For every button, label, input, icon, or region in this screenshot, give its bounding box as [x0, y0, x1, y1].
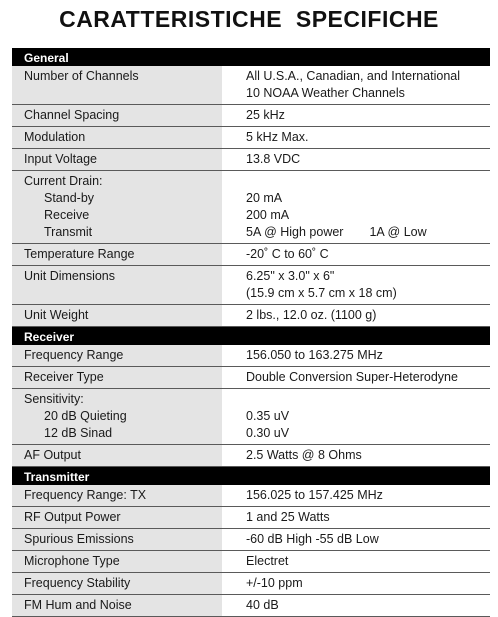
section-header: Receiver	[12, 327, 490, 345]
spec-label-text: FM Hum and Noise	[24, 598, 132, 612]
spec-table	[12, 48, 490, 617]
spec-value-text: Double Conversion Super-Heterodyne	[246, 370, 458, 384]
spec-value-text: All U.S.A., Canadian, and International	[246, 69, 461, 83]
table-row	[12, 305, 490, 327]
spec-value-text: 156.050 to 163.275 MHz	[246, 348, 383, 362]
spec-value-text: -20˚ C to 60˚ C	[246, 247, 329, 261]
spec-value-text	[246, 173, 490, 190]
spec-label-text: Current Drain:	[24, 174, 103, 188]
spec-value	[222, 485, 490, 506]
spec-label	[12, 171, 222, 243]
spec-value	[222, 105, 490, 126]
table-row	[12, 149, 490, 171]
spec-label-text: Input Voltage	[24, 152, 97, 166]
spec-label	[12, 305, 222, 326]
spec-value-text: 25 kHz	[246, 108, 285, 122]
spec-label-text: Receiver Type	[24, 370, 104, 384]
spec-label	[12, 266, 222, 304]
spec-label	[12, 551, 222, 572]
section-general	[12, 48, 490, 327]
spec-label-text: 12 dB Sinad	[44, 426, 113, 440]
spec-label-text: Modulation	[24, 130, 86, 144]
spec-label	[12, 367, 222, 388]
table-row	[12, 485, 490, 507]
spec-value-text: Electret	[246, 554, 289, 568]
spec-value	[222, 171, 490, 243]
table-row	[12, 105, 490, 127]
spec-value	[222, 507, 490, 528]
spec-label-text: Frequency Stability	[24, 576, 131, 590]
spec-value-text: 5 kHz Max.	[246, 130, 309, 144]
spec-value-text: 10 NOAA Weather Channels	[246, 86, 405, 100]
spec-value-text: 40 dB	[246, 598, 279, 612]
table-row	[12, 595, 490, 617]
spec-label-text: Sensitivity:	[24, 392, 84, 406]
spec-value-text: 13.8 VDC	[246, 152, 301, 166]
table-row	[12, 66, 490, 105]
spec-label	[12, 573, 222, 594]
spec-label	[12, 244, 222, 265]
section-header: General	[12, 48, 490, 66]
table-row	[12, 171, 490, 244]
spec-label-text: Receive	[44, 208, 90, 222]
spec-value-text: -60 dB High -55 dB Low	[246, 532, 379, 546]
spec-value-text: 0.35 uV	[246, 409, 290, 423]
spec-label	[12, 389, 222, 444]
spec-value-text: +/-10 ppm	[246, 576, 303, 590]
spec-label-text: RF Output Power	[24, 510, 121, 524]
spec-label-text: Microphone Type	[24, 554, 120, 568]
table-row	[12, 345, 490, 367]
spec-label-text: 20 dB Quieting	[44, 409, 127, 423]
table-row	[12, 367, 490, 389]
table-row	[12, 445, 490, 467]
spec-value-text: 156.025 to 157.425 MHz	[246, 488, 383, 502]
spec-value	[222, 367, 490, 388]
spec-value-text: (15.9 cm x 5.7 cm x 18 cm)	[246, 286, 397, 300]
table-row	[12, 244, 490, 266]
spec-label	[12, 345, 222, 366]
spec-value-text: 200 mA	[246, 208, 290, 222]
spec-value	[222, 305, 490, 326]
spec-label	[12, 149, 222, 170]
spec-value-text: 1 and 25 Watts	[246, 510, 330, 524]
spec-value	[222, 573, 490, 594]
spec-label	[12, 127, 222, 148]
spec-label	[12, 485, 222, 506]
spec-label	[12, 105, 222, 126]
table-row	[12, 551, 490, 573]
spec-value-text: 20 mA	[246, 191, 283, 205]
spec-value	[222, 149, 490, 170]
spec-label-text: Frequency Range	[24, 348, 124, 362]
spec-label	[12, 529, 222, 550]
spec-label-text: Number of Channels	[24, 69, 139, 83]
spec-label	[12, 445, 222, 466]
spec-label-text: Stand-by	[44, 191, 95, 205]
spec-label	[12, 595, 222, 616]
spec-value	[222, 266, 490, 304]
table-row	[12, 266, 490, 305]
spec-value-text: 1A @ Low	[369, 225, 427, 239]
spec-value-text: 2 lbs., 12.0 oz. (1100 g)	[246, 308, 377, 322]
section-header: Transmitter	[12, 467, 490, 485]
spec-value	[222, 389, 490, 444]
table-row	[12, 529, 490, 551]
page-title: CARATTERISTICHE SPECIFICHE	[59, 6, 439, 32]
spec-value-text	[246, 391, 490, 408]
spec-value-line	[246, 224, 490, 241]
spec-value-text: 2.5 Watts @ 8 Ohms	[246, 448, 362, 462]
spec-label-text: Spurious Emissions	[24, 532, 134, 546]
spec-label-text: Channel Spacing	[24, 108, 120, 122]
spec-label-text: AF Output	[24, 448, 81, 462]
spec-value-text: 6.25" x 3.0" x 6"	[246, 269, 335, 283]
spec-value	[222, 345, 490, 366]
spec-label	[12, 507, 222, 528]
table-row	[12, 507, 490, 529]
section-receiver	[12, 327, 490, 467]
spec-value-text: 5A @ High power	[246, 225, 344, 239]
table-row	[12, 127, 490, 149]
section-transmitter	[12, 467, 490, 617]
spec-value	[222, 529, 490, 550]
spec-label	[12, 66, 222, 104]
spec-label-text: Unit Weight	[24, 308, 89, 322]
table-row	[12, 389, 490, 445]
spec-value	[222, 595, 490, 616]
spec-label-text: Temperature Range	[24, 247, 135, 261]
spec-label-text: Unit Dimensions	[24, 269, 116, 283]
table-row	[12, 573, 490, 595]
spec-value	[222, 66, 490, 104]
spec-value	[222, 551, 490, 572]
spec-label-text: Frequency Range: TX	[24, 488, 147, 502]
spec-value-text: 0.30 uV	[246, 426, 290, 440]
spec-value	[222, 244, 490, 265]
spec-label-text: Transmit	[44, 225, 93, 239]
spec-value	[222, 445, 490, 466]
spec-value	[222, 127, 490, 148]
